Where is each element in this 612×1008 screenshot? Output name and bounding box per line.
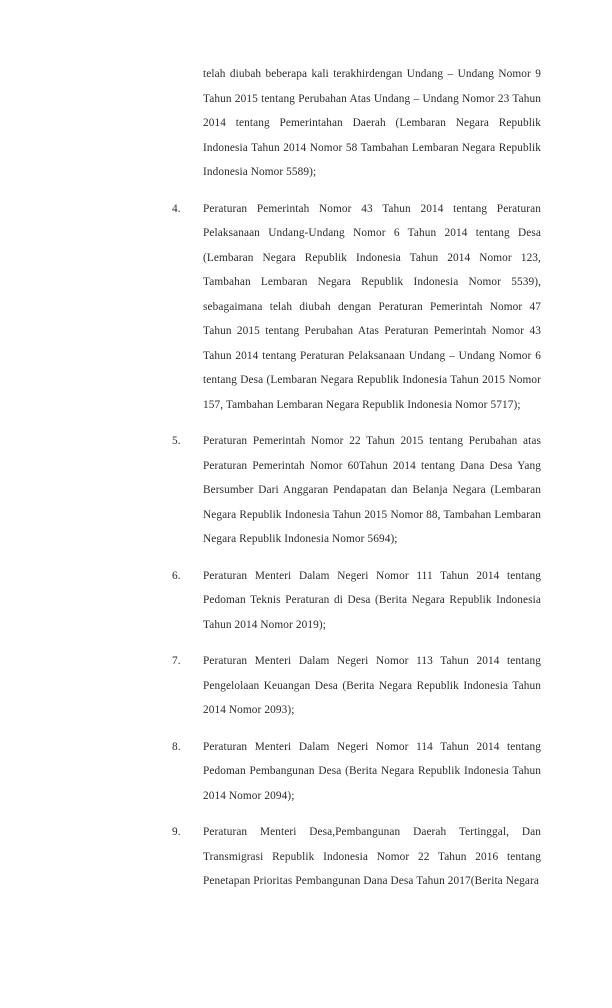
list-item-text: Peraturan Pemerintah Nomor 22 Tahun 2015 tentang Perubahan atas Peraturan Pemerintah Nomor 60Tahun 2014 tentang Dana Desa Yang Bersumber Dari Anggaran Pendapatan dan Belanja Negara (Lembaran Negara Republik Indonesia Tahun 2015 Nomor 88, Tambahan Lembaran Negara Republik Indonesia Nomor 5694); — [203, 435, 541, 545]
list-item-text: Peraturan Menteri Dalam Negeri Nomor 113 Tahun 2014 tentang Pengelolaan Keuangan Desa (Berita Negara Republik Indonesia Tahun 2014 Nomor 2093); — [203, 655, 541, 716]
continuation-paragraph: telah diubah beberapa kali terakhirdengan Undang – Undang Nomor 9 Tahun 2015 tentang Perubahan Atas Undang – Undang Nomor 23 Tahun 2014 tentang Pemerintahan Daerah (Lembaran Negara Republik Indonesia Tahun 2014 Nomor 58 Tambahan Lembaran Negara Republik Indonesia Nomor 5589); — [203, 68, 541, 178]
list-item-number: 5. — [172, 435, 181, 447]
list-item-number: 9. — [172, 826, 181, 838]
document-body — [172, 62, 541, 894]
list-item — [172, 649, 541, 723]
list-item — [172, 820, 541, 894]
list-item-text: Peraturan Menteri Dalam Negeri Nomor 114 Tahun 2014 tentang Pedoman Pembangunan Desa (Berita Negara Republik Indonesia Tahun 2014 Nomor 2094); — [203, 740, 541, 802]
list-item — [172, 197, 541, 418]
list-item-text: Peraturan Pemerintah Nomor 43 Tahun 2014 tentang Peraturan Pelaksanaan Undang-Undang Nomor 6 Tahun 2014 tentang Desa (Lembaran Negara Republik Indonesia Tahun 2014 Nomor 123, Tambahan Lembaran Negara Republik Indonesia Nomor 5539), sebagaimana telah diubah dengan Peraturan Pemerintah Nomor 47 Tahun 2015 tentang Perubahan Atas Peraturan Pemerintah Nomor 43 Tahun 2014 tentang Peraturan Pelaksanaan Undang – Undang Nomor 6 tentang Desa (Lembaran Negara Republik Indonesia Tahun 2015 Nomor 157, Tambahan Lembaran Negara Republik Indonesia Nomor 5717); — [203, 202, 541, 411]
list-item — [172, 735, 541, 809]
list-item — [172, 564, 541, 638]
list-item-number: 7. — [172, 655, 181, 667]
list-item-number: 8. — [172, 740, 181, 753]
list-item — [172, 429, 541, 552]
list-item-number: 6. — [172, 569, 181, 582]
list-item-text: Peraturan Menteri Dalam Negeri Nomor 111 Tahun 2014 tentang Pedoman Teknis Peraturan di Desa (Berita Negara Republik Indonesia Tahun 2014 Nomor 2019); — [203, 569, 541, 631]
list-item-text: Peraturan Menteri Desa,Pembangunan Daerah Tertinggal, Dan Transmigrasi Republik Indonesia Nomor 22 Tahun 2016 tentang Penetapan Prioritas Pembangunan Dana Desa Tahun 2017(Berita Negara — [203, 826, 541, 887]
numbered-legal-list — [172, 197, 541, 894]
list-item-number: 4. — [172, 202, 181, 215]
